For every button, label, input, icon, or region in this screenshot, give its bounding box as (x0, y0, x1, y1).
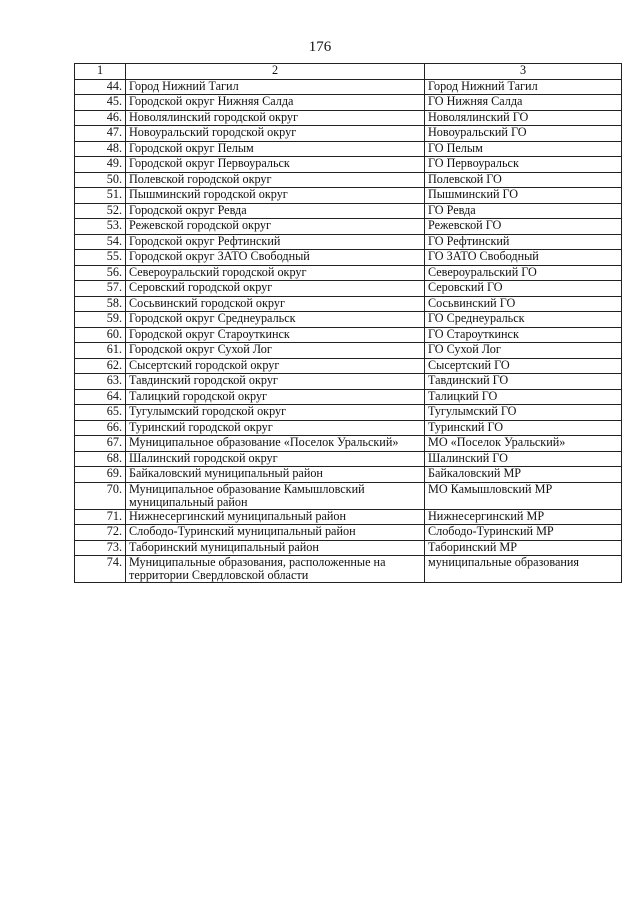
table-row (75, 234, 622, 250)
row-number: 72. (75, 525, 126, 541)
row-full-name: Серовский городской округ (126, 281, 425, 297)
row-short-name: ГО Первоуральск (425, 157, 622, 173)
row-number: 50. (75, 172, 126, 188)
row-short-name: Туринский ГО (425, 420, 622, 436)
row-number: 46. (75, 110, 126, 126)
row-number: 52. (75, 203, 126, 219)
row-full-name: Таборинский муниципальный район (126, 540, 425, 556)
table-row (75, 420, 622, 436)
row-short-name: Шалинский ГО (425, 451, 622, 467)
municipalities-table (74, 63, 622, 583)
table-row (75, 312, 622, 328)
header-col-1: 1 (75, 64, 126, 80)
row-short-name: Североуральский ГО (425, 265, 622, 281)
table-row (75, 95, 622, 111)
row-full-name: Нижнесергинский муниципальный район (126, 509, 425, 525)
row-full-name: Городской округ Первоуральск (126, 157, 425, 173)
row-full-name: Байкаловский муниципальный район (126, 467, 425, 483)
row-full-name: Новолялинский городской округ (126, 110, 425, 126)
row-full-name: Сысертский городской округ (126, 358, 425, 374)
table-row (75, 525, 622, 541)
row-short-name: Сосьвинский ГО (425, 296, 622, 312)
table-row (75, 389, 622, 405)
table-header-row (75, 64, 622, 80)
table-row (75, 203, 622, 219)
row-number: 63. (75, 374, 126, 390)
row-number: 56. (75, 265, 126, 281)
table-row (75, 157, 622, 173)
table-row (75, 172, 622, 188)
row-number: 69. (75, 467, 126, 483)
row-number: 53. (75, 219, 126, 235)
table-row (75, 327, 622, 343)
row-number: 59. (75, 312, 126, 328)
row-full-name: Талицкий городской округ (126, 389, 425, 405)
row-short-name: Тавдинский ГО (425, 374, 622, 390)
row-number: 49. (75, 157, 126, 173)
row-short-name: ГО Пелым (425, 141, 622, 157)
row-short-name: ГО Нижняя Салда (425, 95, 622, 111)
row-number: 73. (75, 540, 126, 556)
table-row (75, 188, 622, 204)
row-number: 64. (75, 389, 126, 405)
table-row (75, 509, 622, 525)
row-full-name: Городской округ Пелым (126, 141, 425, 157)
row-short-name: муниципальные образования (425, 556, 622, 583)
row-number: 48. (75, 141, 126, 157)
row-short-name: ГО ЗАТО Свободный (425, 250, 622, 266)
row-number: 51. (75, 188, 126, 204)
page-number: 176 (308, 39, 332, 55)
row-short-name: Полевской ГО (425, 172, 622, 188)
row-full-name: Городской округ Рефтинский (126, 234, 425, 250)
row-short-name: МО «Поселок Уральский» (425, 436, 622, 452)
table-row (75, 467, 622, 483)
row-full-name: Город Нижний Тагил (126, 79, 425, 95)
row-full-name: Муниципальное образование Камышловский муниципальный район (126, 482, 425, 509)
table-row (75, 482, 622, 509)
row-number: 66. (75, 420, 126, 436)
row-short-name: Серовский ГО (425, 281, 622, 297)
row-full-name: Городской округ Сухой Лог (126, 343, 425, 359)
row-number: 70. (75, 482, 126, 509)
row-full-name: Тугулымский городской округ (126, 405, 425, 421)
table-row (75, 79, 622, 95)
row-full-name: Североуральский городской округ (126, 265, 425, 281)
row-short-name: ГО Ревда (425, 203, 622, 219)
row-short-name: Байкаловский МР (425, 467, 622, 483)
row-full-name: Городской округ Нижняя Салда (126, 95, 425, 111)
table-row (75, 374, 622, 390)
table-row (75, 358, 622, 374)
row-short-name: Новолялинский ГО (425, 110, 622, 126)
table-row (75, 540, 622, 556)
table-row (75, 110, 622, 126)
table-row (75, 405, 622, 421)
row-full-name: Городской округ Староуткинск (126, 327, 425, 343)
row-short-name: Город Нижний Тагил (425, 79, 622, 95)
table-row (75, 141, 622, 157)
row-short-name: ГО Среднеуральск (425, 312, 622, 328)
row-short-name: Таборинский МР (425, 540, 622, 556)
row-full-name: Городской округ Среднеуральск (126, 312, 425, 328)
table-row (75, 281, 622, 297)
row-number: 68. (75, 451, 126, 467)
row-short-name: Режевской ГО (425, 219, 622, 235)
table-row (75, 250, 622, 266)
row-short-name: ГО Сухой Лог (425, 343, 622, 359)
table-row (75, 265, 622, 281)
row-number: 58. (75, 296, 126, 312)
row-short-name: МО Камышловский МР (425, 482, 622, 509)
row-full-name: Туринский городской округ (126, 420, 425, 436)
row-number: 60. (75, 327, 126, 343)
row-full-name: Полевской городской округ (126, 172, 425, 188)
row-short-name: ГО Староуткинск (425, 327, 622, 343)
row-number: 67. (75, 436, 126, 452)
row-number: 71. (75, 509, 126, 525)
row-number: 47. (75, 126, 126, 142)
row-short-name: Пышминский ГО (425, 188, 622, 204)
row-number: 57. (75, 281, 126, 297)
row-number: 55. (75, 250, 126, 266)
row-full-name: Слободо-Туринский муниципальный район (126, 525, 425, 541)
row-number: 61. (75, 343, 126, 359)
row-short-name: Тугулымский ГО (425, 405, 622, 421)
row-full-name: Шалинский городской округ (126, 451, 425, 467)
row-short-name: ГО Рефтинский (425, 234, 622, 250)
row-number: 54. (75, 234, 126, 250)
row-full-name: Новоуральский городской округ (126, 126, 425, 142)
row-full-name: Режевской городской округ (126, 219, 425, 235)
row-short-name: Слободо-Туринский МР (425, 525, 622, 541)
row-full-name: Муниципальное образование «Поселок Уральский» (126, 436, 425, 452)
table-row (75, 436, 622, 452)
table-row (75, 343, 622, 359)
table-row (75, 126, 622, 142)
row-number: 45. (75, 95, 126, 111)
table-row (75, 556, 622, 583)
header-col-2: 2 (126, 64, 425, 80)
row-short-name: Нижнесергинский МР (425, 509, 622, 525)
row-short-name: Талицкий ГО (425, 389, 622, 405)
row-number: 74. (75, 556, 126, 583)
table-row (75, 296, 622, 312)
table-row (75, 219, 622, 235)
row-number: 65. (75, 405, 126, 421)
row-short-name: Новоуральский ГО (425, 126, 622, 142)
row-number: 44. (75, 79, 126, 95)
row-full-name: Городской округ Ревда (126, 203, 425, 219)
row-full-name: Пышминский городской округ (126, 188, 425, 204)
row-full-name: Сосьвинский городской округ (126, 296, 425, 312)
row-short-name: Сысертский ГО (425, 358, 622, 374)
row-full-name: Тавдинский городской округ (126, 374, 425, 390)
row-number: 62. (75, 358, 126, 374)
header-col-3: 3 (425, 64, 622, 80)
table-row (75, 451, 622, 467)
row-full-name: Муниципальные образования, расположенные на территории Свердловской области (126, 556, 425, 583)
row-full-name: Городской округ ЗАТО Свободный (126, 250, 425, 266)
